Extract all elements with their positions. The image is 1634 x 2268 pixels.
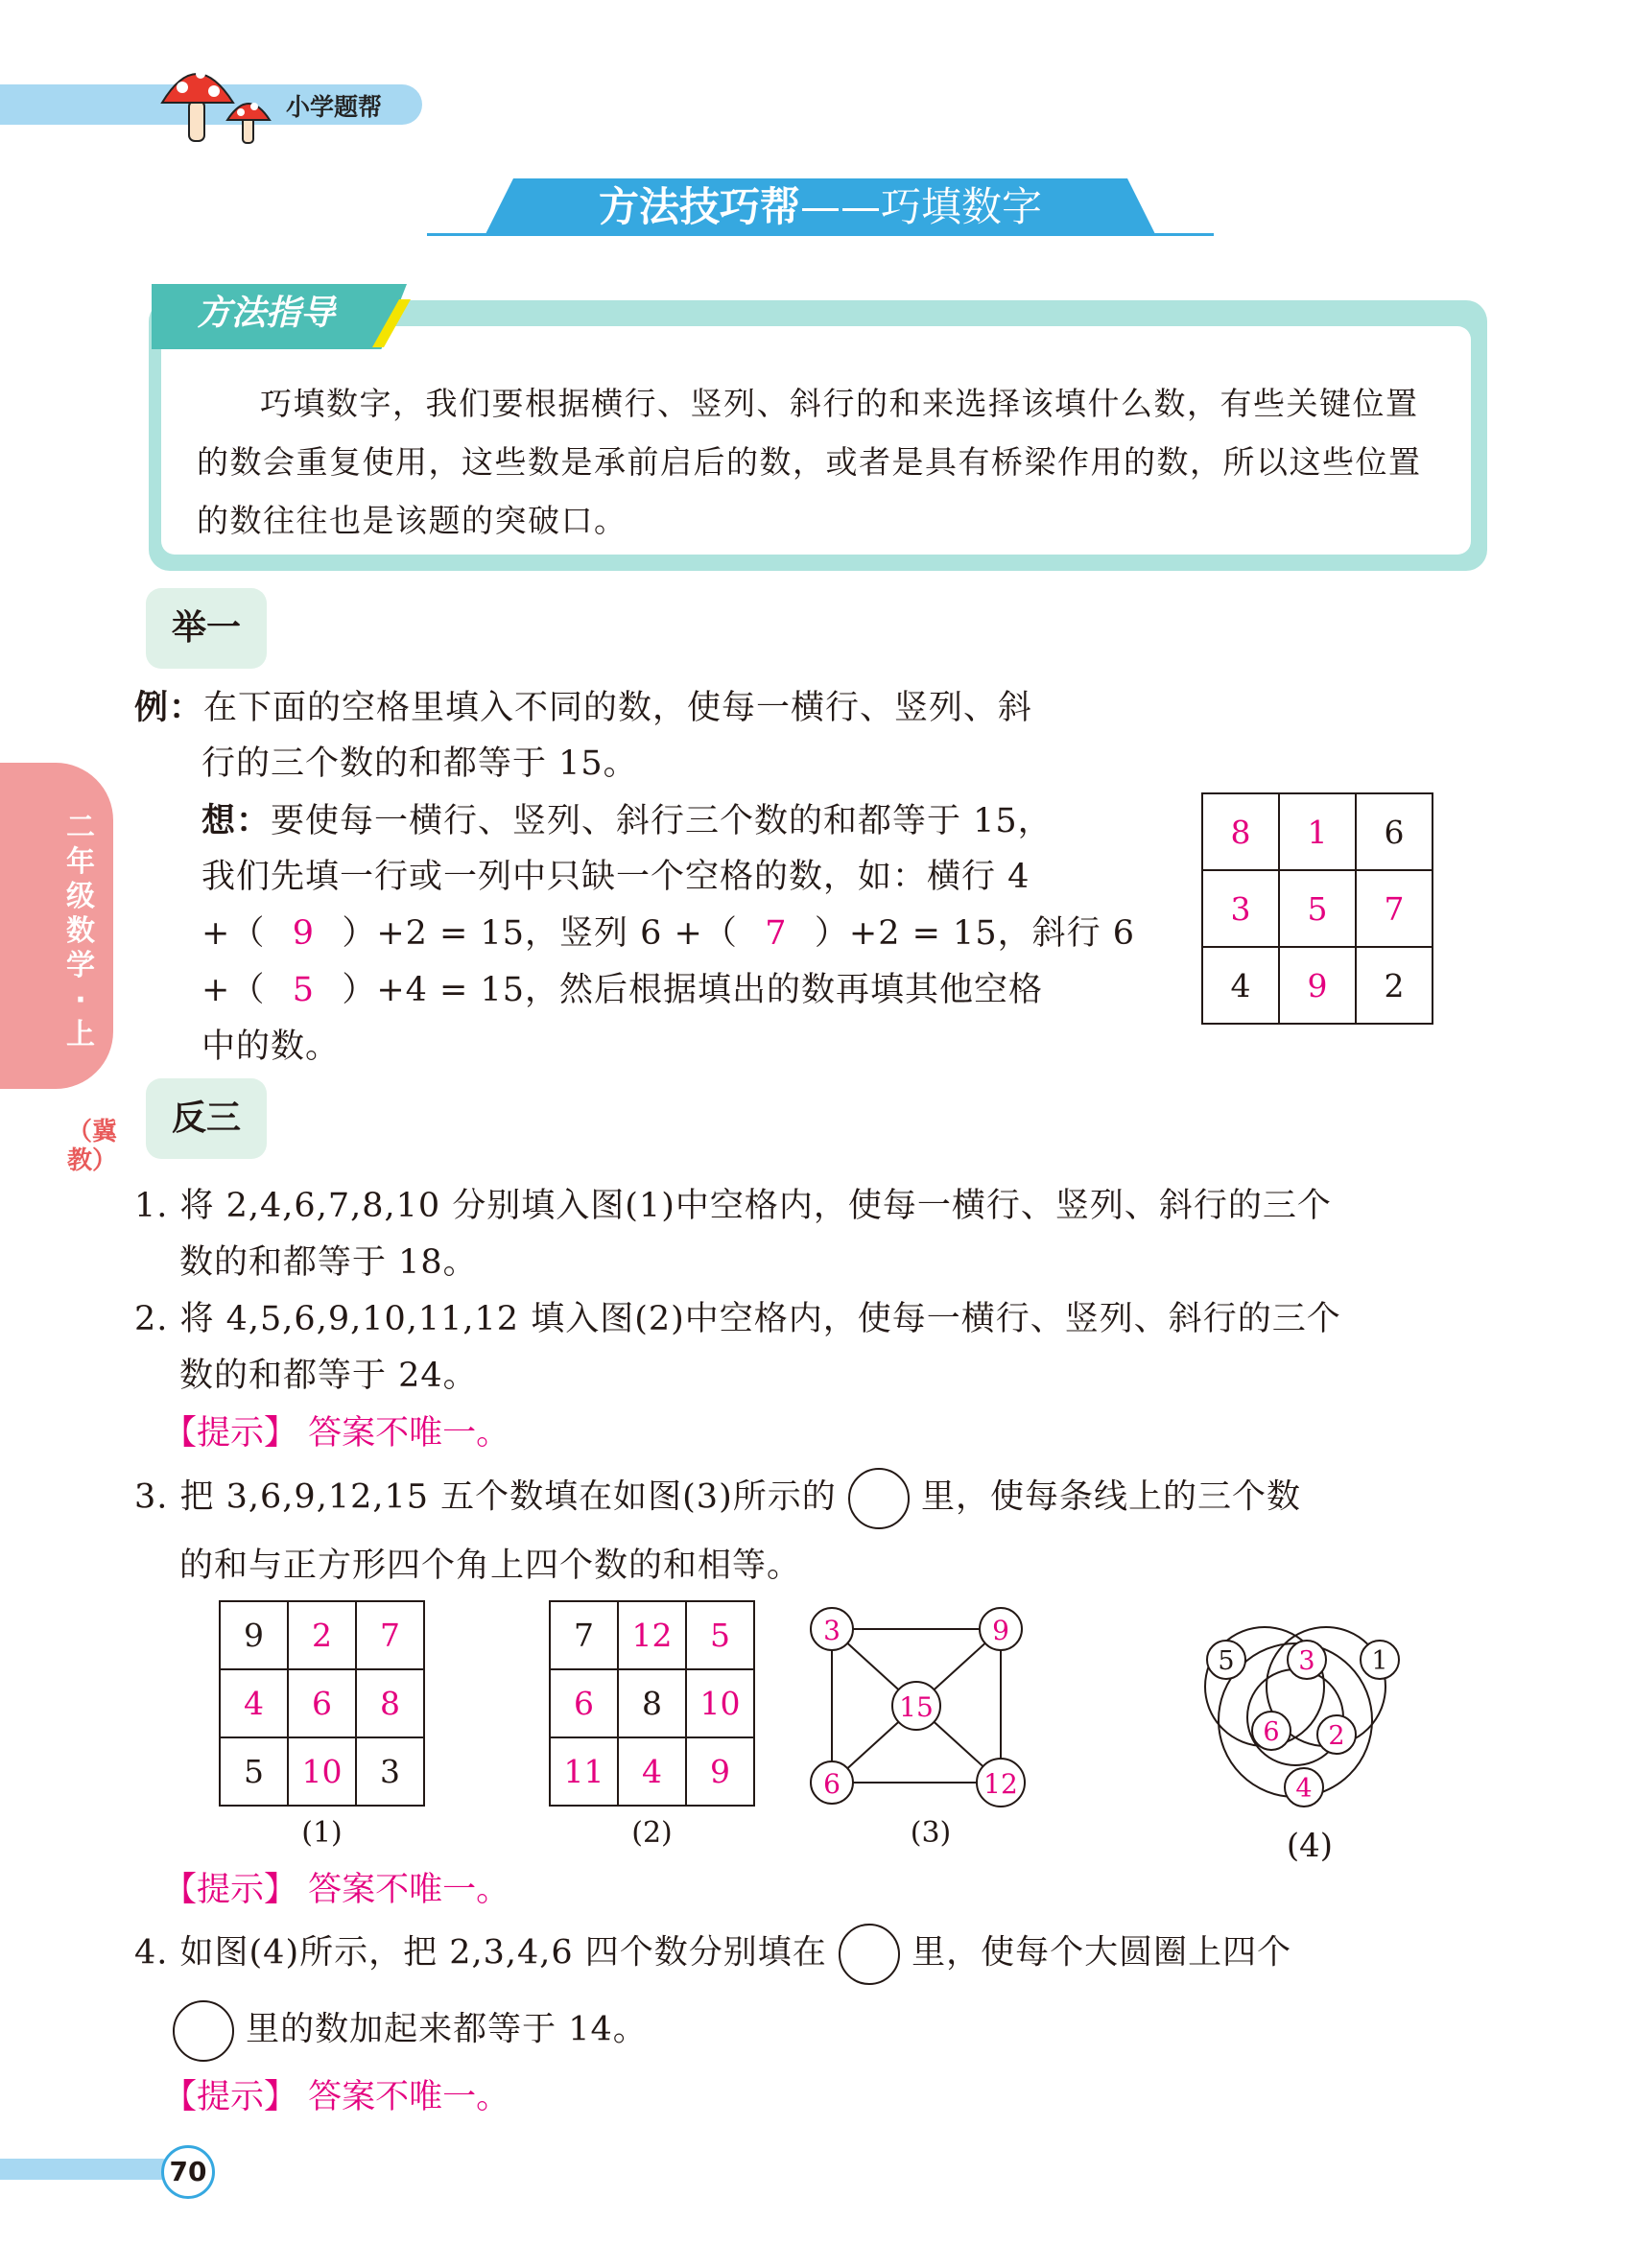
node-circle — [1285, 1768, 1323, 1807]
think-label: 想： — [201, 801, 272, 840]
side-edition-label: （冀教） — [67, 1118, 118, 1175]
text-part: 里，使每个大圆圈上四个 — [912, 1933, 1292, 1973]
grid-cell: 3 — [356, 1737, 424, 1806]
node-value: 4 — [1295, 1774, 1313, 1804]
text-part: +（ — [201, 914, 266, 953]
node-circle — [1317, 1715, 1356, 1754]
hint-3: 【提示】 答案不唯一。 — [163, 2078, 510, 2116]
think-line-1 — [201, 792, 1180, 850]
grid-cell: 8 — [1202, 793, 1279, 870]
grid-cell: 9 — [686, 1737, 754, 1806]
example-text-1: 在下面的空格里填入不同的数，使每一横行、竖列、斜 — [203, 689, 1033, 727]
grid-cell: 8 — [618, 1669, 686, 1737]
node-circle — [1207, 1641, 1245, 1679]
figure-2-grid — [549, 1600, 755, 1807]
node-value: 6 — [823, 1768, 841, 1800]
grid-cell: 10 — [288, 1737, 356, 1806]
answer-7: 7 — [765, 914, 788, 953]
grid-cell: 12 — [618, 1601, 686, 1669]
think-text-1: 要使每一横行、竖列、斜行三个数的和都等于 15， — [271, 802, 1053, 840]
node-value: 15 — [899, 1691, 934, 1723]
grid-cell: 2 — [1356, 947, 1433, 1024]
think-line-5: 中的数。 — [201, 1028, 341, 1066]
question-3-line-2: 的和与正方形四个角上四个数的和相等。 — [179, 1547, 802, 1585]
grid-cell: 4 — [1202, 947, 1279, 1024]
node-value: 3 — [1298, 1646, 1315, 1676]
method-text: 巧填数字，我们要根据横行、竖列、斜行的和来选择该填什么数，有些关键位置的数会重复使用，这些数是承前启后的数，或者是具有桥梁作用的数，所以这些位置的数往往也是该题的突破口。 — [197, 385, 1422, 539]
title-sub: ——巧填数字 — [800, 183, 1043, 230]
think-line-2: 我们先填一行或一列中只缺一个空格的数，如：横行 4 — [201, 858, 1030, 896]
node-circle — [980, 1608, 1022, 1650]
blank-circle-icon — [173, 2000, 234, 2062]
question-2-line-1: 2. 将 4,5,6,9,10,11,12 填入图(2)中空格内，使每一横行、竖列、斜行的三个 — [134, 1300, 1341, 1338]
mushroom-logo — [158, 53, 283, 149]
text-part: 4. 如图(4)所示，把 2,3,4,6 四个数分别填在 — [134, 1933, 827, 1973]
node-value: 12 — [983, 1768, 1018, 1800]
title-main: 方法技巧帮 — [598, 183, 800, 230]
grid-cell: 7 — [550, 1601, 618, 1669]
text-part: +（ — [201, 971, 266, 1009]
grid-cell: 7 — [356, 1601, 424, 1669]
hint-2: 【提示】 答案不唯一。 — [163, 1871, 510, 1909]
example-grid — [1201, 792, 1433, 1025]
side-grade-label: 二年级数学·上 — [66, 811, 95, 1051]
text-part: ）+4 = 15，然后根据填出的数再填其他空格 — [342, 971, 1044, 1009]
node-circle — [1361, 1641, 1399, 1679]
grid-cell: 4 — [618, 1737, 686, 1806]
question-1-line-2: 数的和都等于 18。 — [179, 1243, 478, 1282]
example-label: 例： — [134, 688, 204, 727]
question-2-line-2: 数的和都等于 24。 — [179, 1357, 478, 1395]
node-circle — [1252, 1712, 1291, 1750]
figure-3-caption: (3) — [910, 1816, 952, 1850]
text-part: ）+2 = 15，竖列 6 +（ — [342, 914, 738, 953]
figure-2-caption: (2) — [631, 1816, 673, 1850]
grid-cell: 9 — [220, 1601, 288, 1669]
figure-4-diagram — [1190, 1591, 1420, 1826]
text-part: 3. 把 3,6,9,12,15 五个数填在如图(3)所示的 — [134, 1477, 837, 1517]
node-value: 2 — [1328, 1721, 1345, 1751]
node-value: 9 — [992, 1615, 1009, 1646]
grid-cell: 6 — [288, 1669, 356, 1737]
text-part: 里的数加起来都等于 14。 — [246, 2010, 648, 2049]
grid-cell: 11 — [550, 1737, 618, 1806]
grid-cell: 6 — [1356, 793, 1433, 870]
figure-1-caption: (1) — [301, 1816, 343, 1850]
brand-name: 小学题帮 — [286, 93, 383, 121]
think-line-4 — [201, 962, 1180, 1019]
think-line-3 — [201, 906, 1180, 962]
question-3-line-1 — [134, 1468, 1516, 1529]
grid-cell: 9 — [1279, 947, 1356, 1024]
grid-cell: 6 — [550, 1669, 618, 1737]
node-circle — [892, 1682, 940, 1730]
question-1-line-1: 1. 将 2,4,6,7,8,10 分别填入图(1)中空格内，使每一横行、竖列、斜行的三个 — [134, 1187, 1332, 1225]
grid-cell: 1 — [1279, 793, 1356, 870]
method-label: 方法指导 — [197, 294, 336, 333]
footer-band — [0, 2159, 173, 2180]
grid-cell: 5 — [1279, 870, 1356, 947]
node-circle — [977, 1759, 1025, 1807]
page-title — [485, 178, 1156, 236]
blank-circle-icon — [848, 1468, 910, 1529]
grid-cell: 7 — [1356, 870, 1433, 947]
node-value: 5 — [1218, 1646, 1235, 1676]
grid-cell: 2 — [288, 1601, 356, 1669]
grid-cell: 4 — [220, 1669, 288, 1737]
text-part: 里，使每条线上的三个数 — [921, 1477, 1302, 1517]
grid-cell: 10 — [686, 1669, 754, 1737]
section-label-practice: 反三 — [146, 1078, 267, 1159]
node-value: 6 — [1263, 1717, 1280, 1747]
node-circle — [811, 1761, 853, 1804]
blank-circle-icon — [839, 1924, 900, 1985]
example-line-1 — [134, 679, 1190, 737]
question-4-line-2 — [173, 2000, 1420, 2062]
grid-cell: 3 — [1202, 870, 1279, 947]
figure-4-caption: (4) — [1286, 1827, 1334, 1865]
node-value: 1 — [1371, 1646, 1388, 1676]
answer-5: 5 — [292, 971, 315, 1009]
node-circle — [811, 1608, 853, 1650]
grid-cell: 5 — [686, 1601, 754, 1669]
node-circle — [1288, 1641, 1326, 1679]
page-number: 70 — [161, 2145, 215, 2199]
section-label-example: 举一 — [146, 588, 267, 669]
example-line-2: 行的三个数的和都等于 15。 — [201, 744, 638, 783]
question-4-line-1 — [134, 1924, 1516, 1985]
grid-cell: 5 — [220, 1737, 288, 1806]
figure-1-grid — [219, 1600, 425, 1807]
text-part: ）+2 = 15，斜行 6 — [814, 914, 1135, 953]
grid-cell: 8 — [356, 1669, 424, 1737]
figure-3-diagram — [801, 1593, 1051, 1808]
answer-9: 9 — [292, 914, 315, 953]
hint-1: 【提示】 答案不唯一。 — [163, 1414, 510, 1453]
node-value: 3 — [823, 1615, 841, 1646]
